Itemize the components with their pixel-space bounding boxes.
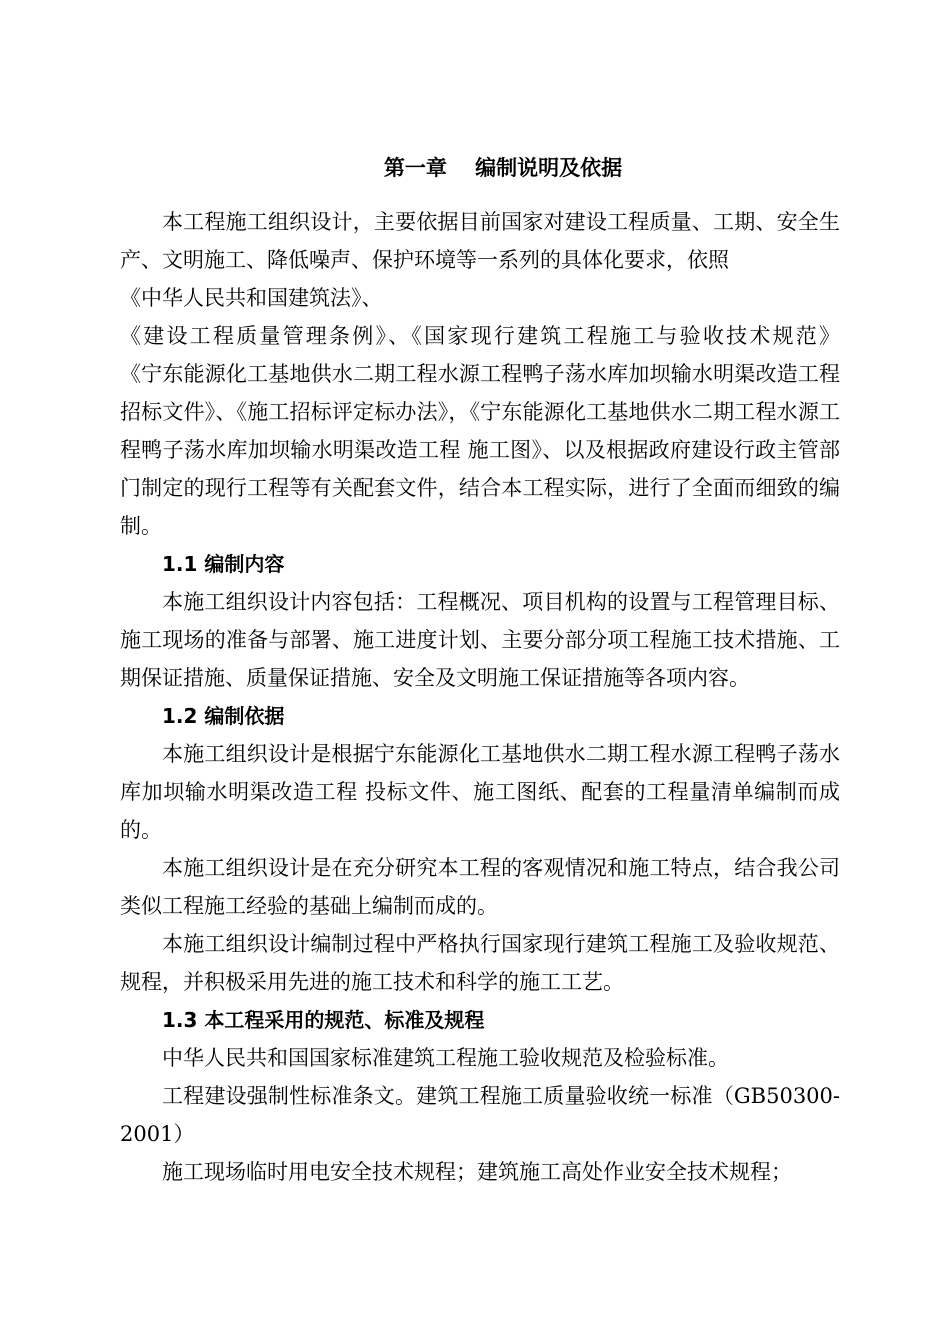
section-1-3-paragraph-3: 施工现场临时用电安全技术规程；建筑施工高处作业安全技术规程； xyxy=(162,1160,792,1184)
section-heading-1-2: 1.2 编制依据 xyxy=(162,704,285,728)
chapter-title: 第一章 编制说明及依据 xyxy=(383,156,623,180)
section-1-1-paragraph: 本施工组织设计内容包括：工程概况、项目机构的设置与工程管理目标、施工现场的准备与部署、施工进度计划、主要分部分项工程施工技术措施、工期保证措施、质量保证措施、安全及文明施工保证措施等各项内容。 xyxy=(120,590,840,690)
intro-regulation-reference: 《建设工程质量管理条例》、《国家现行建筑工程施工与验收技术规范》 xyxy=(120,324,840,348)
intro-tender-reference: 《宁东能源化工基地供水二期工程水源工程鸭子荡水库加坝输水明渠改造工程 招标文件》、《施工招标评定标办法》，《宁东能源化工基地供水二期工程水源工程鸭子荡水库加坝输水明渠改造工程 施工图》、以及根据政府建设行政主管部门制定的现行工程等有关配套文件，结合本工程实际，进行了全面而细致的编制。 xyxy=(120,362,840,538)
intro-law-reference: 《中华人民共和国建筑法》、 xyxy=(120,286,383,310)
section-1-2-paragraph-2: 本施工组织设计是在充分研究本工程的客观情况和施工特点，结合我公司类似工程施工经验的基础上编制而成的。 xyxy=(120,856,840,918)
section-heading-1-3: 1.3 本工程采用的规范、标准及规程 xyxy=(162,1008,485,1032)
section-1-3-paragraph-2: 工程建设强制性标准条文。建筑工程施工质量验收统一标准（GB50300-2001） xyxy=(120,1084,840,1146)
intro-paragraph: 本工程施工组织设计，主要依据目前国家对建设工程质量、工期、安全生产、文明施工、降低噪声、保护环境等一系列的具体化要求，依照 xyxy=(120,210,840,272)
section-heading-1-1: 1.1 编制内容 xyxy=(162,552,285,576)
section-1-2-paragraph-1: 本施工组织设计是根据宁东能源化工基地供水二期工程水源工程鸭子荡水库加坝输水明渠改造工程 投标文件、施工图纸、配套的工程量清单编制而成的。 xyxy=(120,742,840,842)
section-1-2-paragraph-3: 本施工组织设计编制过程中严格执行国家现行建筑工程施工及验收规范、规程，并积极采用先进的施工技术和科学的施工工艺。 xyxy=(120,932,840,994)
section-1-3-paragraph-1: 中华人民共和国国家标准建筑工程施工验收规范及检验标准。 xyxy=(162,1046,729,1070)
document-body xyxy=(120,203,840,1191)
